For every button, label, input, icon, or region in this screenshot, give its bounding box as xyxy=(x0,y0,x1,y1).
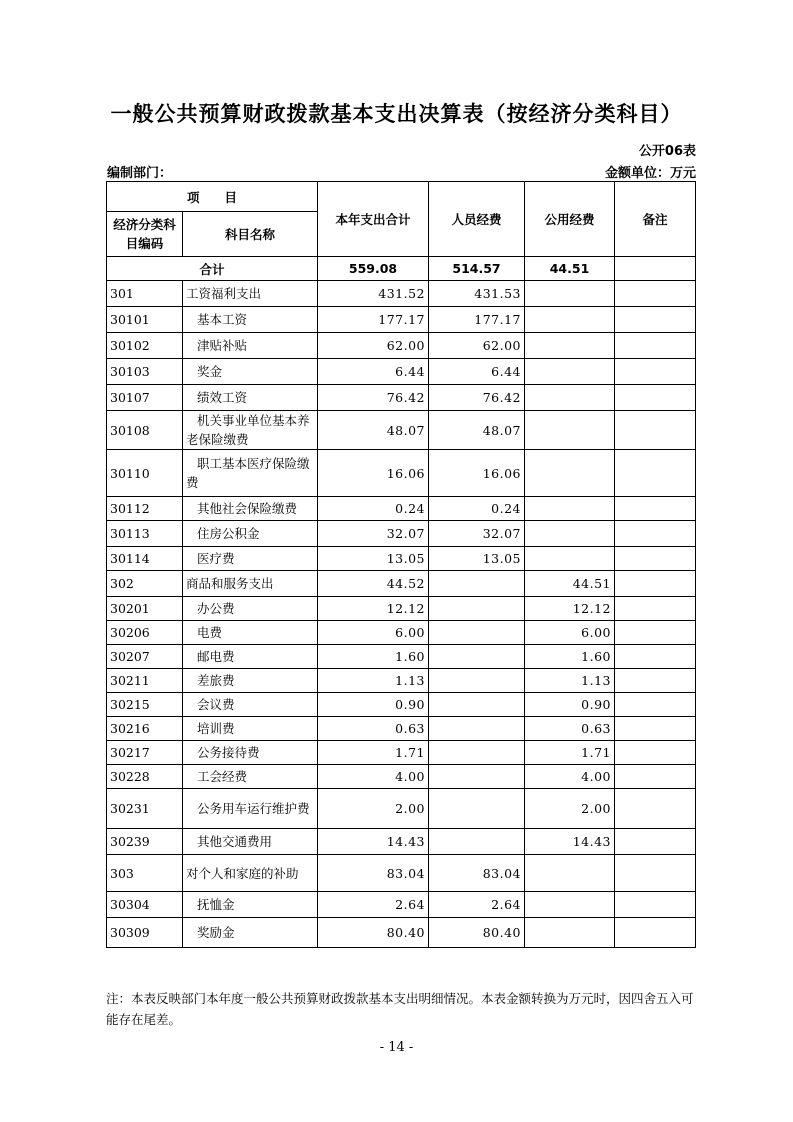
row-remark xyxy=(615,411,696,450)
row-personnel: 62.00 xyxy=(429,333,525,359)
row-remark xyxy=(615,359,696,385)
row-personnel: 16.06 xyxy=(429,450,525,497)
total-personnel: 514.57 xyxy=(429,257,525,281)
row-code: 30108 xyxy=(107,411,183,450)
row-total: 62.00 xyxy=(318,333,429,359)
row-personnel xyxy=(429,571,525,597)
row-name: 奖励金 xyxy=(183,918,318,948)
row-total: 12.12 xyxy=(318,597,429,621)
row-code: 30101 xyxy=(107,307,183,333)
header-code: 经济分类科目编码 xyxy=(107,212,183,257)
row-total: 44.52 xyxy=(318,571,429,597)
table-row xyxy=(107,741,696,765)
expenditure-table xyxy=(106,181,696,948)
table-row xyxy=(107,855,696,892)
row-personnel: 48.07 xyxy=(429,411,525,450)
row-total: 431.52 xyxy=(318,281,429,307)
row-name: 办公费 xyxy=(183,597,318,621)
row-remark xyxy=(615,765,696,789)
row-code: 301 xyxy=(107,281,183,307)
row-remark xyxy=(615,645,696,669)
row-remark xyxy=(615,597,696,621)
row-public: 1.60 xyxy=(525,645,615,669)
total-amount: 559.08 xyxy=(318,257,429,281)
table-row xyxy=(107,521,696,547)
dept-label: 编制部门： xyxy=(107,166,173,181)
row-total: 32.07 xyxy=(318,521,429,547)
row-code: 30215 xyxy=(107,693,183,717)
row-total: 177.17 xyxy=(318,307,429,333)
row-name: 奖金 xyxy=(183,359,318,385)
table-row xyxy=(107,450,696,497)
row-public xyxy=(525,385,615,411)
table-row xyxy=(107,307,696,333)
table-row xyxy=(107,571,696,597)
row-personnel xyxy=(429,693,525,717)
row-personnel xyxy=(429,741,525,765)
total-public: 44.51 xyxy=(525,257,615,281)
header-personnel: 人员经费 xyxy=(429,182,525,257)
row-name: 绩效工资 xyxy=(183,385,318,411)
row-remark xyxy=(615,571,696,597)
row-remark xyxy=(615,892,696,918)
row-code: 30112 xyxy=(107,497,183,521)
row-personnel: 13.05 xyxy=(429,547,525,571)
row-personnel: 32.07 xyxy=(429,521,525,547)
row-public xyxy=(525,281,615,307)
table-row xyxy=(107,497,696,521)
footnote: 注：本表反映部门本年度一般公共预算财政拨款基本支出明细情况。本表金额转换为万元时，因四舍五入可能存在尾差。 xyxy=(106,991,694,1027)
row-remark xyxy=(615,855,696,892)
row-personnel xyxy=(429,789,525,829)
total-row xyxy=(107,257,696,281)
row-remark xyxy=(615,497,696,521)
row-code: 30228 xyxy=(107,765,183,789)
row-name: 其他社会保险缴费 xyxy=(183,497,318,521)
row-code: 30211 xyxy=(107,669,183,693)
table-row xyxy=(107,621,696,645)
table-row xyxy=(107,717,696,741)
row-total: 0.63 xyxy=(318,717,429,741)
row-remark xyxy=(615,918,696,948)
row-code: 302 xyxy=(107,571,183,597)
row-remark xyxy=(615,307,696,333)
table-row xyxy=(107,547,696,571)
row-public xyxy=(525,855,615,892)
row-name: 公务用车运行维护费 xyxy=(183,789,318,829)
row-public xyxy=(525,892,615,918)
row-name: 公务接待费 xyxy=(183,741,318,765)
total-label: 合计 xyxy=(107,257,318,281)
row-name: 抚恤金 xyxy=(183,892,318,918)
row-personnel: 177.17 xyxy=(429,307,525,333)
row-personnel: 431.53 xyxy=(429,281,525,307)
row-public xyxy=(525,411,615,450)
row-name: 邮电费 xyxy=(183,645,318,669)
row-total: 48.07 xyxy=(318,411,429,450)
row-public: 1.71 xyxy=(525,741,615,765)
row-remark xyxy=(615,385,696,411)
row-total: 1.13 xyxy=(318,669,429,693)
row-public: 44.51 xyxy=(525,571,615,597)
header-item: 项 目 xyxy=(107,182,318,212)
row-remark xyxy=(615,829,696,855)
row-public: 0.90 xyxy=(525,693,615,717)
table-row xyxy=(107,411,696,450)
row-name: 会议费 xyxy=(183,693,318,717)
row-name: 培训费 xyxy=(183,717,318,741)
table-row xyxy=(107,281,696,307)
row-personnel xyxy=(429,645,525,669)
row-name: 工资福利支出 xyxy=(183,281,318,307)
row-code: 30231 xyxy=(107,789,183,829)
row-code: 30201 xyxy=(107,597,183,621)
row-total: 1.71 xyxy=(318,741,429,765)
row-personnel: 76.42 xyxy=(429,385,525,411)
row-total: 14.43 xyxy=(318,829,429,855)
row-code: 303 xyxy=(107,855,183,892)
row-name: 对个人和家庭的补助 xyxy=(183,855,318,892)
row-personnel xyxy=(429,669,525,693)
page-number: - 14 - xyxy=(379,1040,414,1055)
row-code: 30103 xyxy=(107,359,183,385)
table-row xyxy=(107,597,696,621)
header-name: 科目名称 xyxy=(183,212,318,257)
row-personnel: 83.04 xyxy=(429,855,525,892)
row-public: 12.12 xyxy=(525,597,615,621)
row-public: 1.13 xyxy=(525,669,615,693)
row-name: 商品和服务支出 xyxy=(183,571,318,597)
row-personnel: 80.40 xyxy=(429,918,525,948)
row-remark xyxy=(615,521,696,547)
total-remark xyxy=(615,257,696,281)
row-public xyxy=(525,307,615,333)
row-name: 电费 xyxy=(183,621,318,645)
row-public xyxy=(525,497,615,521)
row-remark xyxy=(615,281,696,307)
row-total: 6.44 xyxy=(318,359,429,385)
row-remark xyxy=(615,450,696,497)
row-code: 30239 xyxy=(107,829,183,855)
table-row xyxy=(107,645,696,669)
row-remark xyxy=(615,669,696,693)
table-row xyxy=(107,333,696,359)
row-total: 13.05 xyxy=(318,547,429,571)
row-personnel xyxy=(429,829,525,855)
header-total: 本年支出合计 xyxy=(318,182,429,257)
row-public xyxy=(525,918,615,948)
row-personnel xyxy=(429,597,525,621)
table-row xyxy=(107,829,696,855)
row-code: 30107 xyxy=(107,385,183,411)
row-public: 2.00 xyxy=(525,789,615,829)
table-row xyxy=(107,892,696,918)
row-personnel: 2.64 xyxy=(429,892,525,918)
table-row xyxy=(107,918,696,948)
row-public: 4.00 xyxy=(525,765,615,789)
table-row xyxy=(107,359,696,385)
row-name: 职工基本医疗保险缴费 xyxy=(183,450,318,497)
row-remark xyxy=(615,693,696,717)
row-total: 83.04 xyxy=(318,855,429,892)
row-public xyxy=(525,521,615,547)
row-code: 30102 xyxy=(107,333,183,359)
row-public xyxy=(525,450,615,497)
form-number: 公开06表 xyxy=(638,144,696,159)
header-public: 公用经费 xyxy=(525,182,615,257)
row-code: 30304 xyxy=(107,892,183,918)
row-name: 差旅费 xyxy=(183,669,318,693)
page-title: 一般公共预算财政拨款基本支出决算表（按经济分类科目） xyxy=(110,102,683,126)
row-code: 30309 xyxy=(107,918,183,948)
row-public: 6.00 xyxy=(525,621,615,645)
row-public xyxy=(525,359,615,385)
row-code: 30216 xyxy=(107,717,183,741)
row-code: 30113 xyxy=(107,521,183,547)
row-remark xyxy=(615,621,696,645)
row-name: 津贴补贴 xyxy=(183,333,318,359)
row-code: 30207 xyxy=(107,645,183,669)
row-remark xyxy=(615,789,696,829)
row-name: 基本工资 xyxy=(183,307,318,333)
header-remark: 备注 xyxy=(615,182,696,257)
row-name: 工会经费 xyxy=(183,765,318,789)
table-row xyxy=(107,789,696,829)
unit-label: 金额单位：万元 xyxy=(604,166,696,181)
row-total: 80.40 xyxy=(318,918,429,948)
row-remark xyxy=(615,741,696,765)
row-name: 医疗费 xyxy=(183,547,318,571)
row-name: 住房公积金 xyxy=(183,521,318,547)
table-row xyxy=(107,669,696,693)
row-code: 30110 xyxy=(107,450,183,497)
row-total: 2.64 xyxy=(318,892,429,918)
table-row xyxy=(107,693,696,717)
row-public xyxy=(525,333,615,359)
row-name: 其他交通费用 xyxy=(183,829,318,855)
table-row xyxy=(107,385,696,411)
row-personnel: 0.24 xyxy=(429,497,525,521)
row-code: 30217 xyxy=(107,741,183,765)
row-total: 1.60 xyxy=(318,645,429,669)
row-remark xyxy=(615,333,696,359)
row-personnel: 6.44 xyxy=(429,359,525,385)
row-total: 0.24 xyxy=(318,497,429,521)
row-public: 14.43 xyxy=(525,829,615,855)
row-remark xyxy=(615,547,696,571)
row-personnel xyxy=(429,717,525,741)
row-code: 30206 xyxy=(107,621,183,645)
row-remark xyxy=(615,717,696,741)
row-public xyxy=(525,547,615,571)
table-row xyxy=(107,765,696,789)
row-personnel xyxy=(429,621,525,645)
row-code: 30114 xyxy=(107,547,183,571)
row-total: 4.00 xyxy=(318,765,429,789)
row-total: 2.00 xyxy=(318,789,429,829)
row-name: 机关事业单位基本养老保险缴费 xyxy=(183,411,318,450)
row-total: 6.00 xyxy=(318,621,429,645)
row-personnel xyxy=(429,765,525,789)
row-total: 76.42 xyxy=(318,385,429,411)
row-total: 16.06 xyxy=(318,450,429,497)
row-total: 0.90 xyxy=(318,693,429,717)
row-public: 0.63 xyxy=(525,717,615,741)
